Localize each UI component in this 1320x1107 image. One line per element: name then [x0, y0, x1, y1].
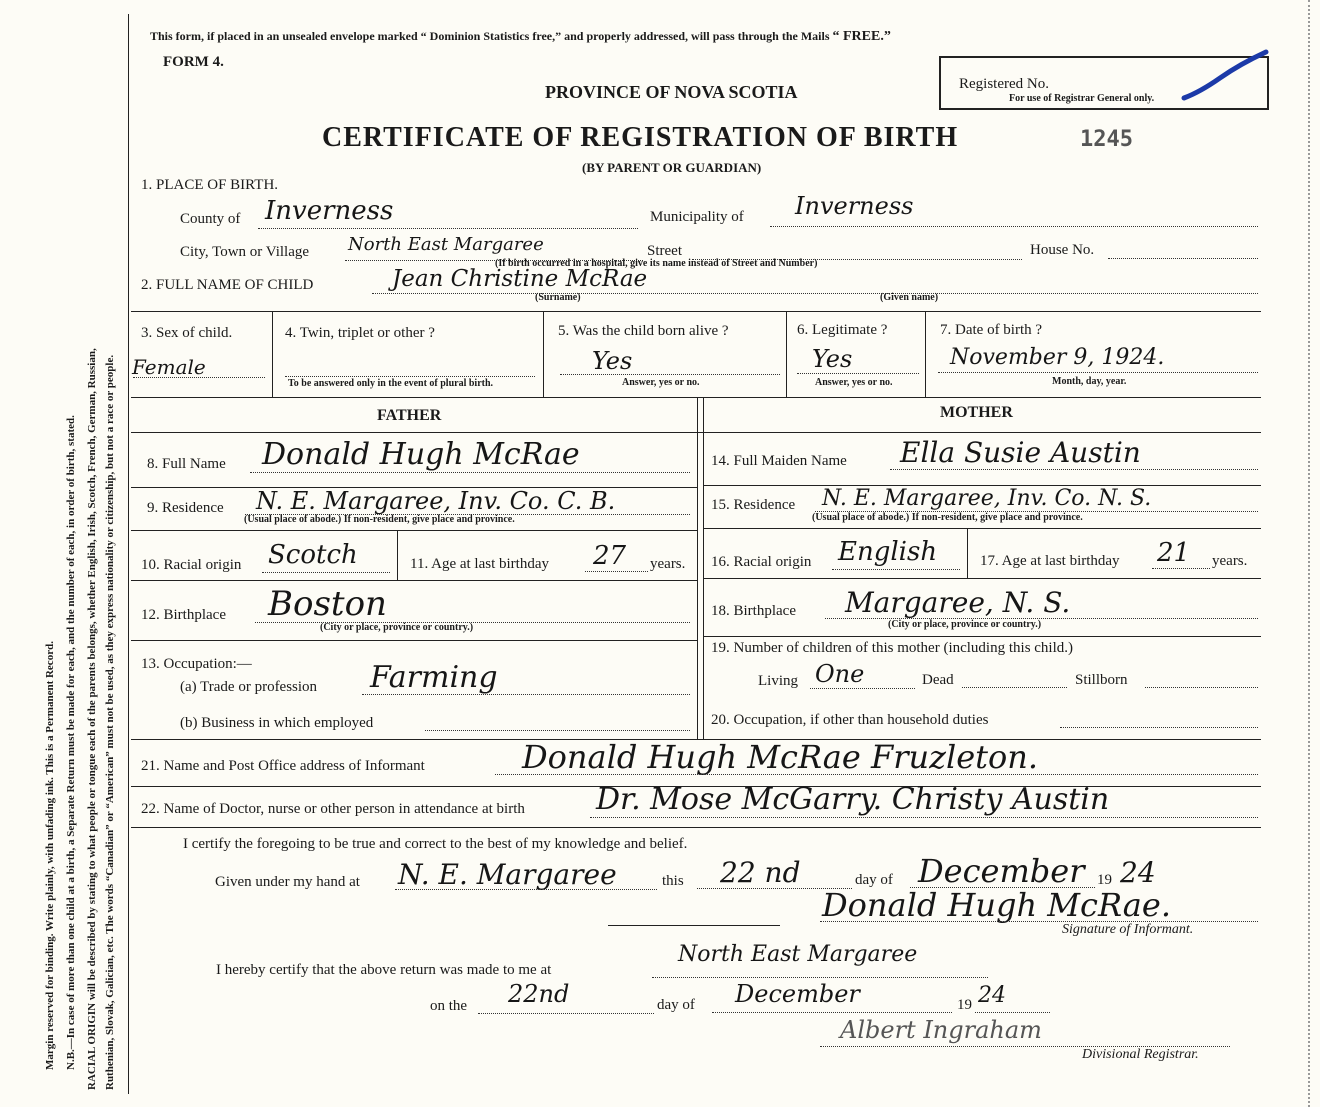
street-label: Street	[647, 243, 682, 259]
divisional-registrar-label: Divisional Registrar.	[1082, 1047, 1199, 1062]
mother-heading: MOTHER	[940, 404, 1013, 421]
hospital-note: (If birth occurred in a hospital, give its name instead of Street and Number)	[495, 258, 818, 269]
mother-birthplace-value: Margaree, N. S.	[845, 586, 1071, 619]
mother-age-years: years.	[1212, 553, 1248, 569]
father-age-years: years.	[650, 556, 686, 572]
margin-note-4: Ruthenian, Slovak, Galician, etc. The words “Canadian” or “American” must not be used, as they express nationality or citizenship, but not a race or people.	[104, 354, 116, 1090]
father-residence-label: 9. Residence	[147, 500, 224, 516]
informant-signature: Donald Hugh McRae.	[822, 886, 1171, 924]
county-value: Inverness	[265, 196, 394, 226]
certificate-title: CERTIFICATE OF REGISTRATION OF BIRTH	[322, 122, 959, 153]
given-name-note: (Given name)	[880, 292, 939, 303]
father-residence-note: (Usual place of abode.) If non-resident, give place and province.	[244, 514, 515, 525]
registrar-statement: I hereby certify that the above return was made to me at	[216, 962, 552, 978]
legitimate-note: Answer, yes or no.	[815, 377, 893, 388]
city-value: North East Margaree	[348, 234, 544, 255]
given-year-prefix: 19	[1097, 872, 1112, 888]
municipality-value: Inverness	[795, 192, 914, 220]
mother-residence-note: (Usual place of abode.) If non-resident, give place and province.	[812, 512, 1083, 523]
sex-label: 3. Sex of child.	[141, 325, 233, 341]
father-birthplace-label: 12. Birthplace	[141, 607, 226, 623]
municipality-label: Municipality of	[650, 209, 744, 225]
doctor-value: Dr. Mose McGarry. Christy Austin	[596, 782, 1110, 817]
tear-edge	[1308, 0, 1310, 1107]
registrar-signature: Albert Ingraham	[840, 1016, 1042, 1044]
margin-note-2: N.B.—In case of more than one child at a birth, a Separate Return must be made for each, and the number of each, in order of birth, stated.	[65, 415, 77, 1070]
registrar-year-prefix: 19	[957, 997, 972, 1013]
dob-note: Month, day, year.	[1052, 376, 1127, 387]
given-year-value: 24	[1120, 856, 1156, 889]
mother-age-label: 17. Age at last birthday	[980, 553, 1120, 569]
father-residence-value: N. E. Margaree, Inv. Co. C. B.	[256, 487, 616, 515]
mother-birthplace-note: (City or place, province or country.)	[888, 619, 1042, 630]
given-under-label: Given under my hand at	[215, 874, 360, 890]
mother-age-value: 21	[1157, 538, 1191, 568]
stamp-number: 1245	[1080, 127, 1133, 152]
mother-residence-value: N. E. Margaree, Inv. Co. N. S.	[822, 486, 1152, 511]
trade-label: (a) Trade or profession	[180, 679, 318, 695]
mother-birthplace-label: 18. Birthplace	[711, 603, 796, 619]
alive-label: 5. Was the child born alive ?	[558, 323, 729, 339]
place-of-birth-label: 1. PLACE OF BIRTH.	[141, 177, 279, 193]
father-age-value: 27	[593, 541, 627, 571]
legitimate-label: 6. Legitimate ?	[797, 322, 888, 338]
house-label: House No.	[1030, 242, 1095, 258]
father-name-value: Donald Hugh McRae	[262, 437, 580, 472]
dob-value: November 9, 1924.	[950, 345, 1165, 370]
mother-name-value: Ella Susie Austin	[900, 436, 1141, 469]
legitimate-value: Yes	[812, 345, 853, 373]
mother-name-label: 14. Full Maiden Name	[711, 453, 847, 469]
registrar-place-value: North East Margaree	[678, 942, 918, 967]
alive-note: Answer, yes or no.	[622, 377, 700, 388]
father-name-label: 8. Full Name	[147, 456, 226, 472]
certify-statement: I certify the foregoing to be true and correct to the best of my knowledge and belief.	[183, 836, 688, 852]
business-label: (b) Business in which employed	[180, 715, 374, 731]
form-number: FORM 4.	[163, 54, 224, 70]
registrar-year-value: 24	[978, 983, 1006, 1008]
doctor-label: 22. Name of Doctor, nurse or other person in attendance at birth	[141, 801, 525, 817]
occupation-label: 13. Occupation:—	[141, 656, 252, 672]
signature-informant-label: Signature of Informant.	[1062, 922, 1194, 937]
surname-note: (Surname)	[535, 292, 581, 303]
informant-value: Donald Hugh McRae Fruzleton.	[522, 738, 1039, 776]
father-race-label: 10. Racial origin	[141, 557, 242, 573]
registered-label: Registered No.	[959, 76, 1049, 92]
father-heading: FATHER	[377, 407, 442, 424]
city-label: City, Town or Village	[180, 244, 310, 260]
given-day-value: 22 nd	[720, 856, 801, 889]
county-label: County of	[180, 211, 241, 227]
child-name-value: Jean Christine McRae	[392, 266, 648, 292]
registrar-onthe-label: on the	[430, 998, 468, 1014]
father-birthplace-value: Boston	[268, 584, 387, 624]
given-place-value: N. E. Margaree	[398, 858, 617, 891]
twin-label: 4. Twin, triplet or other ?	[285, 325, 435, 341]
registrar-day-value: 22nd	[508, 980, 570, 1008]
margin-note-1: Margin reserved for binding. Write plainly, with unfading ink. This is a Permanent Record.	[44, 641, 56, 1070]
twin-note: To be answered only in the event of plural birth.	[288, 378, 494, 389]
registrar-dayof-label: day of	[657, 997, 695, 1013]
mother-race-value: English	[838, 537, 938, 567]
registrar-month-value: December	[735, 980, 860, 1008]
trade-value: Farming	[370, 660, 498, 695]
margin-rule	[128, 14, 129, 1094]
dob-label: 7. Date of birth ?	[940, 322, 1043, 338]
blue-check-mark	[1180, 48, 1270, 106]
margin-note-3: RACIAL ORIGIN will be described by stating to what people or tongue each of the parents belongs, whether English, Irish, Scotch, French, German, Russian,	[86, 348, 98, 1090]
this-label: this	[662, 873, 684, 889]
certificate-subtitle: (BY PARENT OR GUARDIAN)	[582, 160, 762, 175]
informant-label: 21. Name and Post Office address of Informant	[141, 758, 425, 774]
father-age-label: 11. Age at last birthday	[410, 556, 549, 572]
given-dayof-label: day of	[855, 872, 893, 888]
alive-value: Yes	[592, 347, 633, 375]
mail-notice: This form, if placed in an unsealed envelope marked “ Dominion Statistics free,” and properly addressed, will pass through the Mails “ FREE.”	[150, 29, 891, 44]
registered-note: For use of Registrar General only.	[1009, 93, 1155, 104]
dead-label: Dead	[922, 672, 954, 688]
mother-residence-label: 15. Residence	[711, 497, 796, 513]
children-count-label: 19. Number of children of this mother (including this child.)	[711, 640, 1074, 656]
father-race-value: Scotch	[268, 540, 358, 570]
given-month-value: December	[918, 852, 1085, 890]
father-birthplace-note: (City or place, province or country.)	[320, 622, 474, 633]
stillborn-label: Stillborn	[1075, 672, 1128, 688]
living-value: One	[815, 660, 865, 688]
living-label: Living	[758, 673, 798, 689]
child-name-label: 2. FULL NAME OF CHILD	[141, 277, 314, 293]
mother-occupation-label: 20. Occupation, if other than household duties	[711, 712, 989, 728]
sex-value: Female	[132, 355, 206, 379]
province-heading: PROVINCE OF NOVA SCOTIA	[545, 82, 798, 102]
mother-race-label: 16. Racial origin	[711, 554, 812, 570]
